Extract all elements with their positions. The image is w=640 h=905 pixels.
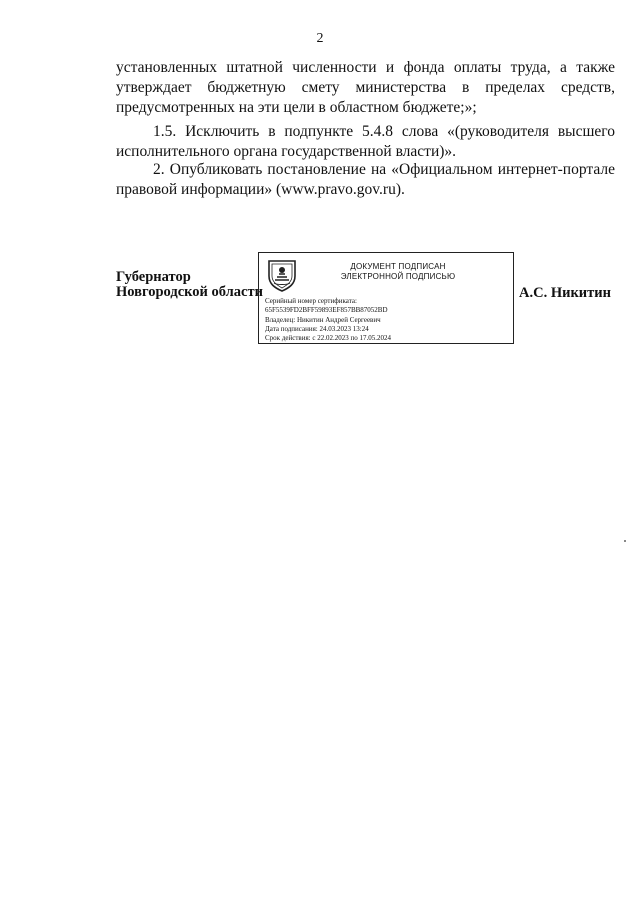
stamp-header-line: ЭЛЕКТРОННОЙ ПОДПИСЬЮ <box>340 272 456 281</box>
text-line: исполнительного органа государственной власти)». <box>116 143 457 160</box>
stamp-owner: Владелец: Никитин Андрей Сергеевич <box>265 315 381 324</box>
coat-of-arms-icon <box>265 258 299 292</box>
scan-speck <box>624 540 626 542</box>
stamp-header <box>313 262 483 282</box>
signatory-name: А.С. Никитин <box>519 285 611 301</box>
text-line: предусмотренных на эти цели в областном бюджете;»; <box>116 99 477 116</box>
stamp-validity: Срок действия: с 22.02.2023 по 17.05.2024 <box>265 334 391 343</box>
text-line: 2. Опубликовать постановление на «Официальном интернет-портале <box>153 161 615 178</box>
signatory-title <box>116 270 263 300</box>
text-line: утверждает бюджетную смету министерства в пределах средств, <box>116 79 615 96</box>
stamp-certificate-info <box>265 297 391 343</box>
paragraph-budget <box>116 58 615 118</box>
signatory-title-line: Губернатор <box>116 269 191 285</box>
text-line: правовой информации» (www.pravo.gov.ru). <box>116 181 405 198</box>
stamp-signed-date: Дата подписания: 24.03.2023 13:24 <box>265 324 369 333</box>
page-number: 2 <box>316 31 324 46</box>
electronic-signature-stamp <box>258 252 514 344</box>
stamp-serial-label: Серийный номер сертификата: <box>265 297 357 305</box>
text-line: 1.5. Исключить в подпункте 5.4.8 слова «(руководителя высшего <box>153 123 615 140</box>
paragraph-item-2 <box>116 160 615 200</box>
text-line: установленных штатной численности и фонда оплаты труда, а также <box>116 59 615 76</box>
paragraph-item-1-5 <box>116 122 615 162</box>
signatory-title-line: Новгородской области <box>116 284 263 300</box>
stamp-serial-number: 65F5539FD2BFF59893EF857BB87052BD <box>265 306 388 315</box>
stamp-header-line: ДОКУМЕНТ ПОДПИСАН <box>350 262 446 271</box>
